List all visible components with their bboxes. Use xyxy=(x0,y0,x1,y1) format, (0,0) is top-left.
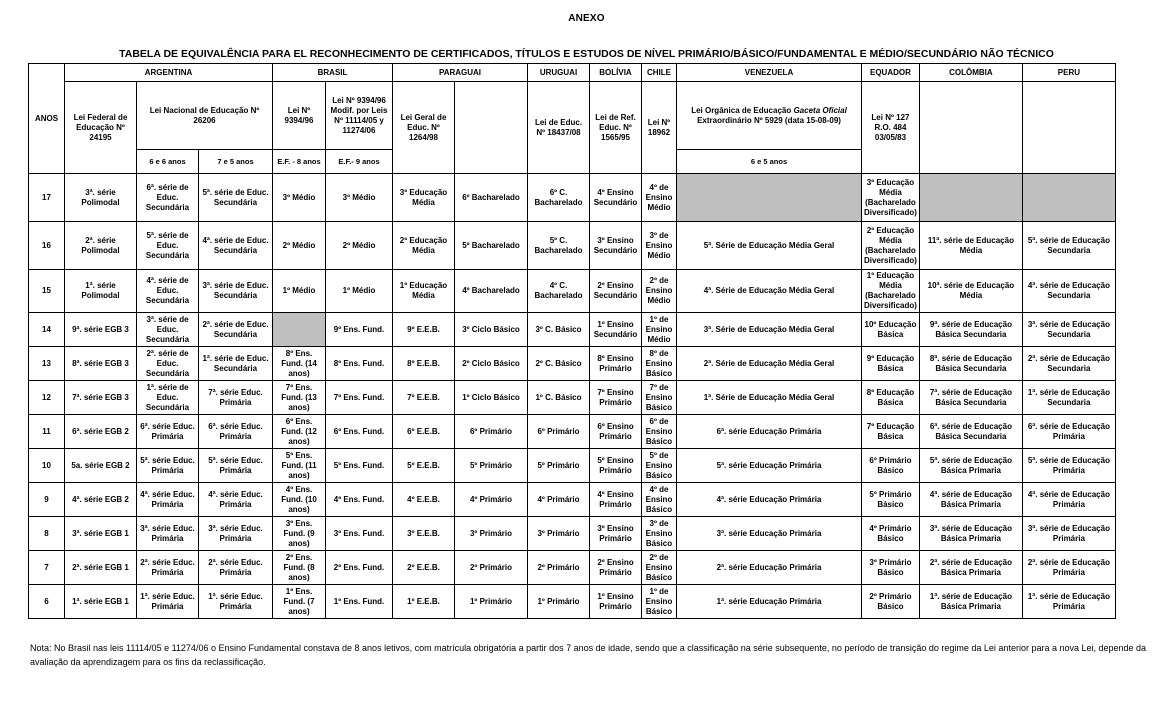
table-row xyxy=(29,174,1116,222)
table-cell: 2º E.E.B. xyxy=(393,551,455,585)
table-cell: 2º Primário xyxy=(528,551,590,585)
duration-brasil-ef8: E.F. - 8 anos xyxy=(273,150,326,174)
table-cell: 2º Primário xyxy=(455,551,528,585)
table-cell: 4ª. série de Educação Primária xyxy=(1022,483,1115,517)
table-cell: 9ª. série EGB 3 xyxy=(65,313,137,347)
table-cell: 1º de Ensino Médio xyxy=(642,313,677,347)
anos-cell: 13 xyxy=(29,347,65,381)
table-cell: 2ª. série Polimodal xyxy=(65,222,137,270)
table-cell: 3º Ens. Fund. xyxy=(326,517,393,551)
anos-cell: 6 xyxy=(29,585,65,619)
table-cell: 5º C. Bacharelado xyxy=(528,222,590,270)
law-venezuela-gaceta: Gaceta Oficial xyxy=(793,105,847,115)
table-cell: 5º E.E.B. xyxy=(393,449,455,483)
table-cell: 9º E.E.B. xyxy=(393,313,455,347)
table-cell: 5ª. série de Educ. Secundária xyxy=(137,222,199,270)
table-cell: 5º Ensino Primário xyxy=(590,449,642,483)
table-cell: 4º de Ensino Médio xyxy=(642,174,677,222)
table-cell: 1º Educação Média xyxy=(393,270,455,313)
anos-cell: 17 xyxy=(29,174,65,222)
table-cell: 1º Educação Média (Bacharelado Diversificado) xyxy=(862,270,920,313)
table-cell: 1º Ciclo Básico xyxy=(455,381,528,415)
table-cell: 6º Ens. Fund. xyxy=(326,415,393,449)
table-cell: 7º Ensino Primário xyxy=(590,381,642,415)
table-cell: 6ª. série de Educ. Secundária xyxy=(137,174,199,222)
table-cell: 7º Ens. Fund. (13 anos) xyxy=(273,381,326,415)
table-cell: 2ª. série de Educ. Secundária xyxy=(137,347,199,381)
country-header-peru: PERU xyxy=(1022,64,1115,82)
table-cell: 8º Ens. Fund. xyxy=(326,347,393,381)
table-cell: 2º Educação Média (Bacharelado Diversificado) xyxy=(862,222,920,270)
table-cell: 2º Ens. Fund. (8 anos) xyxy=(273,551,326,585)
table-cell: 2º de Ensino Médio xyxy=(642,270,677,313)
duration-argentina-7e5: 7 e 5 anos xyxy=(199,150,273,174)
table-cell: 1º Primário xyxy=(455,585,528,619)
anos-cell: 8 xyxy=(29,517,65,551)
law-paraguai-empty xyxy=(455,82,528,174)
table-cell: 3º Educação Média xyxy=(393,174,455,222)
table-cell: 5º Primário xyxy=(455,449,528,483)
country-header-venezuela: VENEZUELA xyxy=(677,64,862,82)
table-cell: 2ª. série EGB 1 xyxy=(65,551,137,585)
table-cell: 2ª. série Educ. Primária xyxy=(137,551,199,585)
equivalence-table xyxy=(28,63,1116,619)
table-cell: 6ª. série de Educação Básica Secundaria xyxy=(919,415,1022,449)
law-brasil-9394-modif: Lei Nº 9394/96 Modif. por Leis Nº 11114/05 y 11274/06 xyxy=(326,82,393,150)
table-cell: 3ª. série de Educação Primária xyxy=(1022,517,1115,551)
anos-cell: 7 xyxy=(29,551,65,585)
table-cell: 7º de Ensino Básico xyxy=(642,381,677,415)
table-cell: 3ª. Série de Educação Média Geral xyxy=(677,313,862,347)
table-cell: 5a. série EGB 2 xyxy=(65,449,137,483)
table-cell: 1ª. série de Educação Primária xyxy=(1022,585,1115,619)
table-cell: 4º Primário xyxy=(528,483,590,517)
duration-venezuela-6e5: 6 e 5 anos xyxy=(677,150,862,174)
table-cell: 2º Ciclo Básico xyxy=(455,347,528,381)
table-cell: 3º Médio xyxy=(326,174,393,222)
table-cell: 3ª. série de Educ. Secundária xyxy=(199,270,273,313)
table-cell: 2º Ens. Fund. xyxy=(326,551,393,585)
anos-cell: 16 xyxy=(29,222,65,270)
anos-header: ANOS xyxy=(29,64,65,174)
table-cell: 3º E.E.B. xyxy=(393,517,455,551)
table-cell: 5ª. série Educ. Primária xyxy=(199,449,273,483)
table-cell: 5ª. Série de Educação Média Geral xyxy=(677,222,862,270)
table-cell: 2ª. série Educ. Primária xyxy=(199,551,273,585)
law-brasil-9394: Lei Nº 9394/96 xyxy=(273,82,326,150)
table-cell: 1ª. série EGB 1 xyxy=(65,585,137,619)
table-cell: 7ª. série Educ. Primária xyxy=(199,381,273,415)
table-cell: 4ª. série EGB 2 xyxy=(65,483,137,517)
table-cell: 6ª. série EGB 2 xyxy=(65,415,137,449)
table-cell: 6ª. série de Educação Primária xyxy=(1022,415,1115,449)
law-bolivia: Lei de Ref. Educ. Nº 1565/95 xyxy=(590,82,642,174)
table-cell: 3º Ciclo Básico xyxy=(455,313,528,347)
table-cell: 2ª. série de Educação Secundaria xyxy=(1022,347,1115,381)
law-venezuela-suffix: Extraordinário Nº 5929 (data 15-08-09) xyxy=(697,115,841,125)
table-row xyxy=(29,517,1116,551)
table-cell: 4ª. série de Educ. Secundária xyxy=(137,270,199,313)
table-cell: 8º Ens. Fund. (14 anos) xyxy=(273,347,326,381)
table-cell: 4º E.E.B. xyxy=(393,483,455,517)
table-cell: 3º Primário Básico xyxy=(862,551,920,585)
table-cell: 6º Ensino Primário xyxy=(590,415,642,449)
table-cell: 5º Primário xyxy=(528,449,590,483)
table-cell: 5ª. série Educação Primária xyxy=(677,449,862,483)
table-cell: 2º Educação Média xyxy=(393,222,455,270)
table-cell: 3º Ens. Fund. (9 anos) xyxy=(273,517,326,551)
table-cell: 1º Ens. Fund. xyxy=(326,585,393,619)
table-cell: 6ª. série Educ. Primária xyxy=(137,415,199,449)
table-cell: 3ª. série Educ. Primária xyxy=(199,517,273,551)
table-row xyxy=(29,313,1116,347)
table-cell: 7ª. série EGB 3 xyxy=(65,381,137,415)
table-cell: 1º Ensino Primário xyxy=(590,585,642,619)
table-cell: 6º Bacharelado xyxy=(455,174,528,222)
anos-cell: 10 xyxy=(29,449,65,483)
law-header-row xyxy=(29,82,1116,150)
law-venezuela-prefix: Lei Orgânica de Educação xyxy=(691,105,794,115)
table-cell: 2ª. série Educação Primária xyxy=(677,551,862,585)
table-cell: 1º Médio xyxy=(326,270,393,313)
table-cell: 7º E.E.B. xyxy=(393,381,455,415)
table-cell: 11ª. série de Educação Média xyxy=(919,222,1022,270)
table-cell: 4º Ens. Fund. (10 anos) xyxy=(273,483,326,517)
table-cell: 4º Ensino Secundário xyxy=(590,174,642,222)
table-cell: 3º Ensino Primário xyxy=(590,517,642,551)
table-cell: 3ª. série de Educ. Secundária xyxy=(137,313,199,347)
table-cell: 4ª. série de Educação Básica Primaria xyxy=(919,483,1022,517)
table-row xyxy=(29,415,1116,449)
table-cell: 1ª. série Educação Primária xyxy=(677,585,862,619)
table-cell: 5º Ens. Fund. (11 anos) xyxy=(273,449,326,483)
table-cell: 5º Bacharelado xyxy=(455,222,528,270)
table-cell: 5º Primário Básico xyxy=(862,483,920,517)
table-cell: 4º C. Bacharelado xyxy=(528,270,590,313)
table-cell: 3º Primário xyxy=(528,517,590,551)
table-cell: 7º Ens. Fund. xyxy=(326,381,393,415)
table-cell: 5ª. série de Educ. Secundária xyxy=(199,174,273,222)
law-argentina-federal: Lei Federal de Educação Nº 24195 xyxy=(65,82,137,174)
table-cell: 6º E.E.B. xyxy=(393,415,455,449)
table-cell: 3ª. série Educação Primária xyxy=(677,517,862,551)
table-cell: 6ª. série Educ. Primária xyxy=(199,415,273,449)
table-cell: 3º de Ensino Médio xyxy=(642,222,677,270)
law-uruguai: Lei de Educ. Nº 18437/08 xyxy=(528,82,590,174)
table-cell: 8º Educação Básica xyxy=(862,381,920,415)
table-cell: 2º C. Básico xyxy=(528,347,590,381)
table-cell: 2º Ensino Secundário xyxy=(590,270,642,313)
table-cell: 4ª. série Educação Primária xyxy=(677,483,862,517)
table-cell: 6º de Ensino Básico xyxy=(642,415,677,449)
table-cell: 3ª. série de Educação Básica Primaria xyxy=(919,517,1022,551)
table-cell: 3º de Ensino Básico xyxy=(642,517,677,551)
table-cell: 8ª. série de Educação Básica Secundaria xyxy=(919,347,1022,381)
table-cell: 7ª. série de Educação Básica Secundaria xyxy=(919,381,1022,415)
table-cell: 1º de Ensino Básico xyxy=(642,585,677,619)
table-cell: 3º Educação Média (Bacharelado Diversificado) xyxy=(862,174,920,222)
table-cell: 9º Ens. Fund. xyxy=(326,313,393,347)
table-cell: 4ª. série de Educ. Secundária xyxy=(199,222,273,270)
table-row xyxy=(29,585,1116,619)
table-cell: 4º Bacharelado xyxy=(455,270,528,313)
table-cell: 9º Educação Básica xyxy=(862,347,920,381)
table-cell: 8º Ensino Primário xyxy=(590,347,642,381)
table-cell: 4ª. série de Educação Secundaria xyxy=(1022,270,1115,313)
table-cell: 4º de Ensino Básico xyxy=(642,483,677,517)
table-cell: 8º de Ensino Básico xyxy=(642,347,677,381)
table-cell: 1ª. série Educ. Primária xyxy=(137,585,199,619)
law-peru-empty xyxy=(1022,82,1115,174)
table-cell: 1ª. série de Educ. Secundária xyxy=(137,381,199,415)
anos-cell: 14 xyxy=(29,313,65,347)
table-cell: 8º E.E.B. xyxy=(393,347,455,381)
table-cell: 5ª. série de Educação Básica Primaria xyxy=(919,449,1022,483)
table-cell: 5ª. série Educ. Primária xyxy=(137,449,199,483)
table-cell: 6º C. Bacharelado xyxy=(528,174,590,222)
table-cell: 9ª. série de Educação Básica Secundaria xyxy=(919,313,1022,347)
table-cell: 1ª. série de Educação Secundaria xyxy=(1022,381,1115,415)
table-cell: 3º Ensino Secundário xyxy=(590,222,642,270)
table-cell: 6º Primário xyxy=(528,415,590,449)
table-row xyxy=(29,449,1116,483)
table-body xyxy=(29,174,1116,619)
table-cell: 1ª. série de Educ. Secundária xyxy=(199,347,273,381)
footnote: Nota: No Brasil nas leis 11114/05 e 11274/06 o Ensino Fundamental constava de 8 anos letivos, com matrícula obrigatória a partir dos 7 anos de idade, sendo que a classificação na série subsequente, no período de transição do regime da Lei anterior para a nova Lei, depende da avaliação da aprendizagem para os fins da reclassificação. xyxy=(30,643,1147,668)
table-cell: 1º E.E.B. xyxy=(393,585,455,619)
country-header-argentina: ARGENTINA xyxy=(65,64,273,82)
table-title: TABELA DE EQUIVALÊNCIA PARA EL RECONHECIMENTO DE CERTIFICADOS, TÍTULOS E ESTUDOS DE NÍVEL PRIMÁRIO/BÁSICO/FUNDAMENTAL E MÉDIO/SECUNDÁRIO NÃO TÉCNICO xyxy=(119,48,1054,60)
table-cell: 8ª. série EGB 3 xyxy=(65,347,137,381)
table-cell: 1ª. série Polimodal xyxy=(65,270,137,313)
table-cell: 7º Educação Básica xyxy=(862,415,920,449)
duration-brasil-ef9: E.F.- 9 anos xyxy=(326,150,393,174)
table-cell: 5º de Ensino Básico xyxy=(642,449,677,483)
table-cell: 5ª. série de Educação Secundaria xyxy=(1022,222,1115,270)
table-cell: 1º Ens. Fund. (7 anos) xyxy=(273,585,326,619)
country-header-uruguai: URUGUAI xyxy=(528,64,590,82)
anos-cell: 9 xyxy=(29,483,65,517)
table-cell: 3º Médio xyxy=(273,174,326,222)
table-cell: 1º Ensino Secundário xyxy=(590,313,642,347)
country-header-brasil: BRASIL xyxy=(273,64,393,82)
anexo-heading: ANEXO xyxy=(568,13,605,24)
table-cell: 2ª. Série de Educação Média Geral xyxy=(677,347,862,381)
country-header-bolivia: BOLÍVIA xyxy=(590,64,642,82)
table-row xyxy=(29,222,1116,270)
table-cell: 4ª. Série de Educação Média Geral xyxy=(677,270,862,313)
table-cell: 3ª. série Educ. Primária xyxy=(137,517,199,551)
table-row xyxy=(29,270,1116,313)
anos-cell: 12 xyxy=(29,381,65,415)
table-cell: 4º Primário xyxy=(455,483,528,517)
table-cell: 2º Médio xyxy=(326,222,393,270)
table-cell: 2º Ensino Primário xyxy=(590,551,642,585)
table-cell: 4º Ens. Fund. xyxy=(326,483,393,517)
table-cell: 1ª. série Educ. Primária xyxy=(199,585,273,619)
table-cell: 6º Ens. Fund. (12 anos) xyxy=(273,415,326,449)
table-cell: 1ª. série de Educação Básica Primaria xyxy=(919,585,1022,619)
country-header-equador: EQUADOR xyxy=(862,64,920,82)
law-paraguai: Lei Geral de Educ. Nº 1264/98 xyxy=(393,82,455,174)
country-header-row xyxy=(29,64,1116,82)
table-row xyxy=(29,347,1116,381)
table-cell: 1ª. Série de Educação Média Geral xyxy=(677,381,862,415)
table-cell: 6º Primário xyxy=(455,415,528,449)
table-cell: 2º Médio xyxy=(273,222,326,270)
table-cell: 2ª. série de Educação Básica Primaria xyxy=(919,551,1022,585)
table-cell: 4º Ensino Primário xyxy=(590,483,642,517)
law-chile: Lei Nº 18962 xyxy=(642,82,677,174)
shaded-cell xyxy=(677,174,862,222)
table-cell: 3ª. série EGB 1 xyxy=(65,517,137,551)
table-cell: 4º Primário Básico xyxy=(862,517,920,551)
law-colombia-empty xyxy=(919,82,1022,174)
table-cell: 3ª. série de Educação Secundaria xyxy=(1022,313,1115,347)
table-cell: 6ª. série Educação Primária xyxy=(677,415,862,449)
table-cell: 4ª. série Educ. Primária xyxy=(199,483,273,517)
table-cell: 2º de Ensino Básico xyxy=(642,551,677,585)
law-argentina-nacional: Lei Nacional de Educação Nº 26206 xyxy=(137,82,273,150)
table-cell: 5º Ens. Fund. xyxy=(326,449,393,483)
law-venezuela xyxy=(677,82,862,150)
anos-cell: 15 xyxy=(29,270,65,313)
table-cell: 3ª. série Polimodal xyxy=(65,174,137,222)
country-header-paraguai: PARAGUAI xyxy=(393,64,528,82)
table-cell: 3º C. Básico xyxy=(528,313,590,347)
table-cell: 2º Primário Básico xyxy=(862,585,920,619)
table-cell: 4ª. série Educ. Primária xyxy=(137,483,199,517)
law-equador: Lei Nº 127 R.O. 484 03/05/83 xyxy=(862,82,920,174)
shaded-cell xyxy=(919,174,1022,222)
table-row xyxy=(29,381,1116,415)
table-cell: 5ª. série de Educação Primária xyxy=(1022,449,1115,483)
country-header-chile: CHILE xyxy=(642,64,677,82)
shaded-cell xyxy=(273,313,326,347)
table-cell: 6º Primário Básico xyxy=(862,449,920,483)
table-row xyxy=(29,483,1116,517)
table-cell: 1º Médio xyxy=(273,270,326,313)
table-row xyxy=(29,551,1116,585)
table-cell: 1º C. Básico xyxy=(528,381,590,415)
table-cell: 10º Educação Básica xyxy=(862,313,920,347)
table-cell: 10ª. série de Educação Média xyxy=(919,270,1022,313)
country-header-colombia: COLÔMBIA xyxy=(919,64,1022,82)
table-cell: 2ª. série de Educ. Secundária xyxy=(199,313,273,347)
table-cell: 2ª. série de Educação Primária xyxy=(1022,551,1115,585)
duration-argentina-6e6: 6 e 6 anos xyxy=(137,150,199,174)
table-cell: 3º Primário xyxy=(455,517,528,551)
shaded-cell xyxy=(1022,174,1115,222)
table-cell: 1º Primário xyxy=(528,585,590,619)
anos-cell: 11 xyxy=(29,415,65,449)
